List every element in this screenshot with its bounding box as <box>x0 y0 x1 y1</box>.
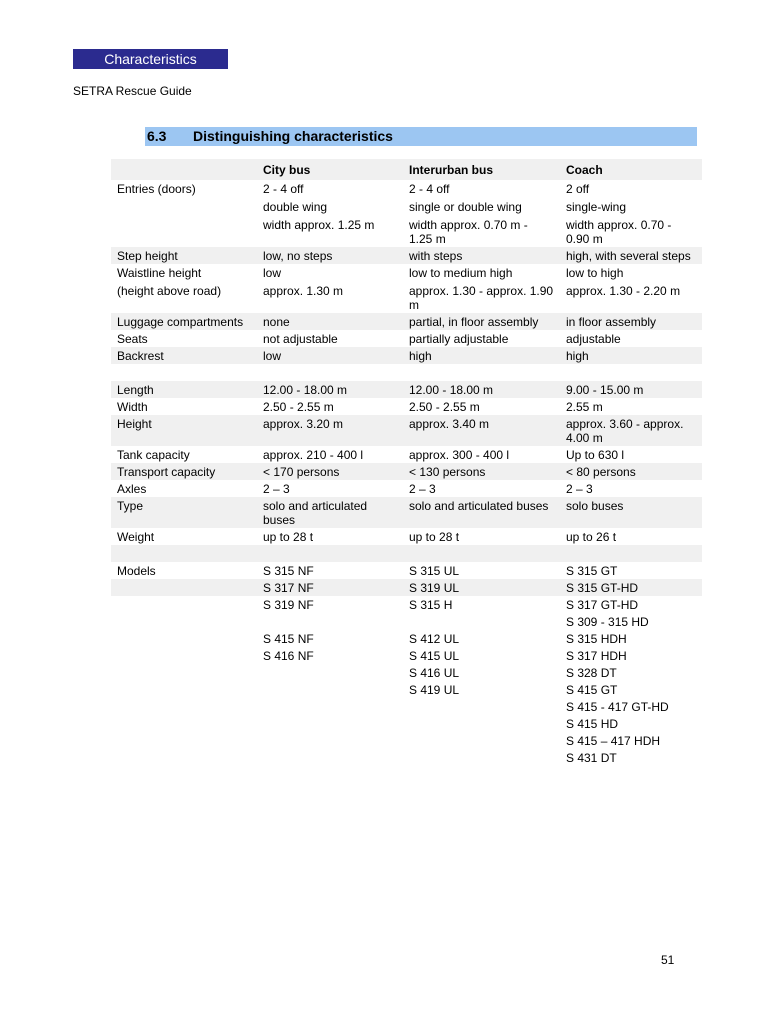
table-cell <box>257 480 403 497</box>
cell-line: S 319 UL <box>409 581 460 595</box>
table-cell <box>560 247 702 264</box>
row-label <box>111 596 257 613</box>
table-cell <box>257 579 403 596</box>
row-label <box>111 681 257 698</box>
table-row <box>111 664 702 681</box>
table-cell <box>403 446 560 463</box>
table-cell <box>257 630 403 647</box>
column-header: City bus <box>257 159 403 180</box>
cell-line: approx. 210 - 400 l <box>263 448 364 462</box>
table-row <box>111 681 702 698</box>
table-cell <box>257 247 403 264</box>
cell-line: 2.55 m <box>566 400 603 414</box>
table-cell <box>560 313 702 330</box>
cell-line: 12.00 - 18.00 m <box>263 383 348 397</box>
cell-line: S 412 UL <box>409 632 460 646</box>
cell-line: S 309 - 315 HD <box>566 615 649 629</box>
row-label <box>111 264 257 313</box>
row-label <box>111 347 257 364</box>
table-cell <box>403 749 560 766</box>
table-row <box>111 347 702 364</box>
table-row <box>111 647 702 664</box>
cell-line: S 415 – 417 HDH <box>566 734 661 748</box>
cell-line: S 416 NF <box>263 649 314 663</box>
cell-line: Up to 630 l <box>566 448 625 462</box>
table-cell <box>560 698 702 715</box>
table-cell <box>257 698 403 715</box>
table-row <box>111 630 702 647</box>
table-row <box>111 463 702 480</box>
row-label <box>111 528 257 545</box>
table-cell <box>560 381 702 398</box>
cell-line: approx. 3.40 m <box>409 417 490 431</box>
cell-line: approx. 1.30 - approx. 1.90 m <box>409 284 554 312</box>
cell-line: S 419 UL <box>409 683 460 697</box>
table-cell <box>560 596 702 613</box>
cell-line: 2 - 4 off <box>263 182 304 196</box>
table-cell <box>257 562 403 579</box>
table-cell <box>560 749 702 766</box>
column-header: Coach <box>560 159 702 180</box>
cell-line: solo buses <box>566 499 624 513</box>
cell-line: Tank capacity <box>117 448 190 462</box>
cell-line: high <box>566 349 589 363</box>
cell-line: S 315 HDH <box>566 632 627 646</box>
cell-line: Seats <box>117 332 148 346</box>
table-cell <box>257 347 403 364</box>
cell-line: 2 – 3 <box>263 482 290 496</box>
table-cell <box>560 732 702 749</box>
cell-line: S 415 NF <box>263 632 314 646</box>
table-row <box>111 698 702 715</box>
cell-line: approx. 1.30 m <box>263 284 344 298</box>
cell-line: S 315 UL <box>409 564 460 578</box>
cell-line: approx. 3.60 - approx. 4.00 m <box>566 417 684 445</box>
table-cell <box>560 446 702 463</box>
table-cell <box>560 180 702 247</box>
table-cell <box>257 398 403 415</box>
row-label <box>111 545 257 562</box>
table-row <box>111 497 702 528</box>
section-title: Distinguishing characteristics <box>193 128 393 144</box>
table-cell <box>257 446 403 463</box>
table-cell <box>560 664 702 681</box>
cell-line: 12.00 - 18.00 m <box>409 383 494 397</box>
section-badge: Characteristics <box>73 49 228 69</box>
table-cell <box>560 579 702 596</box>
cell-line: solo and articulated buses <box>263 499 368 527</box>
table-cell <box>560 497 702 528</box>
cell-line: partially adjustable <box>409 332 509 346</box>
table-cell <box>403 381 560 398</box>
cell-line: 2 off <box>566 182 590 196</box>
table-cell <box>403 463 560 480</box>
row-label <box>111 749 257 766</box>
table-row <box>111 330 702 347</box>
table-cell <box>403 732 560 749</box>
cell-line: Luggage compartments <box>117 315 244 329</box>
cell-line: partial, in floor assembly <box>409 315 539 329</box>
column-header <box>111 159 257 180</box>
table-cell <box>403 247 560 264</box>
row-label <box>111 497 257 528</box>
table-cell <box>257 497 403 528</box>
cell-line: Height <box>117 417 152 431</box>
cell-line: width approx. 0.70 - 0.90 m <box>566 218 672 246</box>
cell-line: Type <box>117 499 144 513</box>
table-row <box>111 415 702 446</box>
cell-line: up to 28 t <box>263 530 314 544</box>
row-label <box>111 415 257 446</box>
table-row <box>111 247 702 264</box>
cell-line: S 315 GT <box>566 564 618 578</box>
table-row <box>111 613 702 630</box>
cell-line: Width <box>117 400 148 414</box>
table-cell <box>560 647 702 664</box>
cell-line: Entries (doors) <box>117 182 196 196</box>
table-cell <box>403 579 560 596</box>
table-header-row <box>111 159 702 180</box>
table-cell <box>403 415 560 446</box>
cell-line: width approx. 1.25 m <box>263 218 375 232</box>
table-row <box>111 579 702 596</box>
table-cell <box>403 647 560 664</box>
cell-line: S 416 UL <box>409 666 460 680</box>
row-label <box>111 630 257 647</box>
row-label <box>111 463 257 480</box>
table-cell <box>403 664 560 681</box>
cell-line: S 317 HDH <box>566 649 627 663</box>
section-number: 6.3 <box>147 128 167 144</box>
table-cell <box>403 313 560 330</box>
table-cell <box>403 264 560 313</box>
cell-line: < 170 persons <box>263 465 340 479</box>
cell-line: width approx. 0.70 m - 1.25 m <box>409 218 528 246</box>
table-cell <box>403 596 560 613</box>
cell-line: approx. 3.20 m <box>263 417 344 431</box>
row-label <box>111 364 257 381</box>
table-cell <box>257 545 403 562</box>
table-cell <box>560 528 702 545</box>
row-label <box>111 180 257 247</box>
cell-line: up to 28 t <box>409 530 460 544</box>
cell-line: S 315 H <box>409 598 453 612</box>
row-label <box>111 613 257 630</box>
table-row <box>111 715 702 732</box>
cell-line: S 328 DT <box>566 666 617 680</box>
row-label <box>111 562 257 579</box>
table-cell <box>403 180 560 247</box>
table-cell <box>560 681 702 698</box>
cell-line: 2.50 - 2.55 m <box>263 400 334 414</box>
cell-line: S 315 GT-HD <box>566 581 639 595</box>
table-cell <box>403 613 560 630</box>
row-label <box>111 579 257 596</box>
cell-line: up to 26 t <box>566 530 617 544</box>
cell-line: Waistline height <box>117 266 202 280</box>
cell-line: < 130 persons <box>409 465 486 479</box>
table-cell <box>403 681 560 698</box>
cell-line: solo and articulated buses <box>409 499 549 513</box>
table-cell <box>403 398 560 415</box>
cell-line: S 317 NF <box>263 581 314 595</box>
table-cell <box>257 715 403 732</box>
cell-line: Length <box>117 383 154 397</box>
table-row <box>111 545 702 562</box>
cell-line: 2 – 3 <box>409 482 436 496</box>
guide-title: SETRA Rescue Guide <box>73 84 192 98</box>
cell-line: adjustable <box>566 332 621 346</box>
table-row <box>111 398 702 415</box>
table-cell <box>403 562 560 579</box>
row-label <box>111 732 257 749</box>
table-cell <box>560 562 702 579</box>
cell-line: with steps <box>409 249 463 263</box>
table-cell <box>560 463 702 480</box>
cell-line: not adjustable <box>263 332 338 346</box>
table-cell <box>257 313 403 330</box>
cell-line: none <box>263 315 290 329</box>
column-header: Interurban bus <box>403 159 560 180</box>
cell-line: 2 – 3 <box>566 482 593 496</box>
table-cell <box>257 381 403 398</box>
cell-line: Weight <box>117 530 155 544</box>
cell-line: low, no steps <box>263 249 333 263</box>
cell-line: S 317 GT-HD <box>566 598 639 612</box>
cell-line: S 415 GT <box>566 683 618 697</box>
cell-line: low <box>263 349 282 363</box>
row-label <box>111 313 257 330</box>
row-label <box>111 664 257 681</box>
table-cell <box>403 330 560 347</box>
table-cell <box>403 497 560 528</box>
row-label <box>111 330 257 347</box>
table-cell <box>403 630 560 647</box>
table-cell <box>560 415 702 446</box>
row-label <box>111 247 257 264</box>
cell-line: low to medium high <box>409 266 513 280</box>
table-cell <box>257 364 403 381</box>
cell-line: S 415 HD <box>566 717 619 731</box>
row-label <box>111 715 257 732</box>
table-row <box>111 446 702 463</box>
cell-line: < 80 persons <box>566 465 636 479</box>
table-cell <box>257 180 403 247</box>
table-cell <box>257 528 403 545</box>
table-cell <box>257 596 403 613</box>
table-cell <box>257 664 403 681</box>
cell-line: in floor assembly <box>566 315 657 329</box>
cell-line: double wing <box>263 200 328 214</box>
table-cell <box>257 681 403 698</box>
row-label <box>111 480 257 497</box>
table-row <box>111 732 702 749</box>
table-cell <box>257 264 403 313</box>
cell-line: 9.00 - 15.00 m <box>566 383 644 397</box>
cell-line: S 431 DT <box>566 751 617 765</box>
cell-line: (height above road) <box>117 284 222 298</box>
cell-line: approx. 1.30 - 2.20 m <box>566 284 681 298</box>
table-row <box>111 180 702 247</box>
table-cell <box>403 528 560 545</box>
table-row <box>111 562 702 579</box>
table-row <box>111 364 702 381</box>
table-cell <box>403 715 560 732</box>
table-cell <box>257 749 403 766</box>
table-cell <box>257 415 403 446</box>
cell-line: single or double wing <box>409 200 522 214</box>
row-label <box>111 698 257 715</box>
table-cell <box>403 545 560 562</box>
cell-line: Axles <box>117 482 147 496</box>
table-cell <box>560 364 702 381</box>
cell-line: Transport capacity <box>117 465 216 479</box>
row-label <box>111 398 257 415</box>
table-cell <box>560 630 702 647</box>
cell-line: approx. 300 - 400 l <box>409 448 510 462</box>
table-cell <box>403 347 560 364</box>
table-cell <box>257 647 403 664</box>
table-cell <box>403 698 560 715</box>
row-label <box>111 381 257 398</box>
row-label <box>111 647 257 664</box>
cell-line: high <box>409 349 432 363</box>
cell-line: 2.50 - 2.55 m <box>409 400 480 414</box>
table-cell <box>560 715 702 732</box>
cell-line: 2 - 4 off <box>409 182 450 196</box>
cell-line: high, with several steps <box>566 249 691 263</box>
table-row <box>111 313 702 330</box>
table-cell <box>560 480 702 497</box>
cell-line: S 319 NF <box>263 598 314 612</box>
table-row <box>111 381 702 398</box>
table-cell <box>257 330 403 347</box>
table-cell <box>560 264 702 313</box>
table-cell <box>560 545 702 562</box>
table-cell <box>560 613 702 630</box>
cell-line: single-wing <box>566 200 627 214</box>
cell-line: low to high <box>566 266 624 280</box>
cell-line: Backrest <box>117 349 164 363</box>
cell-line: Step height <box>117 249 178 263</box>
table-cell <box>560 347 702 364</box>
characteristics-table <box>111 159 702 766</box>
section-heading <box>145 127 697 146</box>
page-number: 51 <box>661 953 675 967</box>
table-cell <box>257 732 403 749</box>
table-row <box>111 528 702 545</box>
cell-line: Models <box>117 564 156 578</box>
table-row <box>111 480 702 497</box>
table-cell <box>403 480 560 497</box>
table-row <box>111 264 702 313</box>
row-label <box>111 446 257 463</box>
cell-line: S 415 - 417 GT-HD <box>566 700 669 714</box>
table-cell <box>560 330 702 347</box>
cell-line: S 315 NF <box>263 564 314 578</box>
table-cell <box>257 463 403 480</box>
table-cell <box>560 398 702 415</box>
table-cell <box>403 364 560 381</box>
cell-line: S 415 UL <box>409 649 460 663</box>
table-row <box>111 596 702 613</box>
table-cell <box>257 613 403 630</box>
cell-line: low <box>263 266 282 280</box>
table-row <box>111 749 702 766</box>
